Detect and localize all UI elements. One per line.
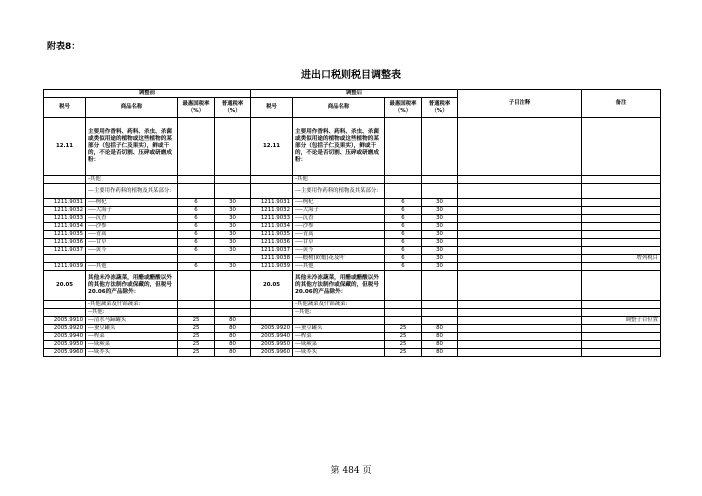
cell-a-code: 1211.9034: [251, 223, 293, 231]
cell-remark: 增列税目: [582, 255, 661, 263]
table-row: [44, 263, 661, 271]
cell-b-name: ---蚕豆罐头: [86, 325, 178, 333]
cell-a-mfn: [385, 309, 422, 317]
cell-b-name: ----黄芩: [86, 247, 178, 255]
cell-b-mfn: 25: [178, 349, 215, 357]
cell-a-name: -其他: [293, 176, 385, 184]
cell-a-code: 2005.9950: [251, 341, 293, 349]
cell-a-name: ---榨菜: [293, 333, 385, 341]
cell-remark: [582, 247, 661, 255]
cell-b-gen: 30: [215, 223, 251, 231]
cell-a-code: [251, 317, 293, 325]
cell-a-code: 1211.9038: [251, 255, 293, 263]
heading-code-after: 20.05: [251, 271, 293, 301]
cell-a-mfn: 6: [385, 247, 422, 255]
header-gen-after: 普通税率（%）: [422, 98, 458, 118]
header-gen-before: 普通税率（%）: [215, 98, 251, 118]
cell-b-code: 2005.9920: [44, 325, 86, 333]
cell-a-code: 1211.9033: [251, 215, 293, 223]
cell-note-sub: [458, 247, 582, 255]
header-name-after: 商品名称: [293, 98, 385, 118]
cell-b-code: 2005.9960: [44, 349, 86, 357]
cell-a-gen: 30: [422, 215, 458, 223]
heading-name-before: 其他未冷冻蔬菜，用醋或醋酸以外的其他方法制作或保藏的，但税号20.06的产品除外：: [86, 271, 178, 301]
cell-a-mfn: 6: [385, 263, 422, 271]
cell-b-code: 1211.9034: [44, 223, 86, 231]
page-number: 第 484 页: [330, 466, 372, 476]
cell-a-code: 2005.9920: [251, 325, 293, 333]
cell-a-name: ----椴树(欧椴)花及叶: [293, 255, 385, 263]
cell-a-name: --其他:: [293, 309, 385, 317]
table-row: [44, 231, 661, 239]
cell-a-name: ----沙参: [293, 223, 385, 231]
cell-a-name: ----青蒿: [293, 231, 385, 239]
cell-remark: [582, 263, 661, 271]
cell-b-gen: 30: [215, 207, 251, 215]
table-row: [44, 325, 661, 333]
cell-remark: [582, 239, 661, 247]
cell-note-sub: [458, 301, 582, 309]
cell-a-name: ----黄芩: [293, 247, 385, 255]
cell-b-code: 1211.9035: [44, 231, 86, 239]
cell-b-code: [44, 309, 86, 317]
cell-a-gen: 30: [422, 263, 458, 271]
cell-b-code: 1211.9037: [44, 247, 86, 255]
cell-b-mfn: 25: [178, 325, 215, 333]
cell-note-sub: [458, 239, 582, 247]
cell-remark: [582, 309, 661, 317]
cell-a-code: [251, 301, 293, 309]
cell-b-mfn: [178, 255, 215, 263]
cell-b-mfn: 25: [178, 317, 215, 325]
table-row: [44, 349, 661, 357]
cell-b-code: 1211.9033: [44, 215, 86, 223]
table-row: [44, 184, 661, 199]
cell-b-mfn: [178, 301, 215, 309]
cell-b-mfn: 6: [178, 239, 215, 247]
cell-a-gen: 30: [422, 247, 458, 255]
cell-b-code: 1211.9039: [44, 263, 86, 271]
cell-remark: [582, 333, 661, 341]
cell-a-mfn: [385, 301, 422, 309]
cell-a-mfn: [385, 184, 422, 199]
cell-a-gen: 80: [422, 349, 458, 357]
cell-a-name: ---主要用作药料的植物及其某部分:: [293, 184, 385, 199]
cell-b-gen: 80: [215, 325, 251, 333]
cell-a-code: [251, 309, 293, 317]
header-after: 调整后: [251, 90, 458, 98]
table-row: [44, 309, 661, 317]
cell-b-gen: [215, 176, 251, 184]
cell-b-name: [86, 255, 178, 263]
cell-b-gen: 80: [215, 333, 251, 341]
cell-note-sub: [458, 255, 582, 263]
appendix-label: 附表8：: [47, 42, 81, 52]
cell-note-sub: [458, 199, 582, 207]
table-row: [44, 176, 661, 184]
cell-a-name: ----大海子: [293, 207, 385, 215]
cell-b-code: [44, 255, 86, 263]
cell-remark: [582, 349, 661, 357]
heading-row-1211: [44, 118, 661, 176]
cell-b-mfn: 25: [178, 341, 215, 349]
cell-a-mfn: 25: [385, 341, 422, 349]
table-row: [44, 301, 661, 309]
cell-b-mfn: [178, 184, 215, 199]
cell-a-mfn: 6: [385, 231, 422, 239]
cell-b-mfn: 6: [178, 231, 215, 239]
cell-b-gen: 30: [215, 247, 251, 255]
cell-a-gen: 80: [422, 341, 458, 349]
cell-note-sub: [458, 215, 582, 223]
cell-a-mfn: [385, 176, 422, 184]
cell-remark: [582, 301, 661, 309]
cell-a-name: [293, 317, 385, 325]
cell-a-code: 2005.9960: [251, 349, 293, 357]
cell-b-name: ---榨菜: [86, 333, 178, 341]
cell-b-code: 1211.9036: [44, 239, 86, 247]
cell-a-gen: 80: [422, 325, 458, 333]
cell-a-name: ---咸荞头: [293, 349, 385, 357]
table-row: [44, 239, 661, 247]
heading-name-after: 主要用作香料、药料、杀虫、杀菌或类似用途的植物或这些植物的某部分（包括子仁及果实），鲜或干的，不论是否切割、压碎或研磨成粉：: [293, 118, 385, 176]
table-row: [44, 199, 661, 207]
cell-a-code: 1211.9039: [251, 263, 293, 271]
cell-a-name: ----枸杞: [293, 199, 385, 207]
table-row: [44, 333, 661, 341]
cell-a-gen: [422, 176, 458, 184]
cell-b-gen: 30: [215, 199, 251, 207]
table-row: [44, 255, 661, 263]
cell-a-gen: 30: [422, 199, 458, 207]
header-row-top: [44, 90, 661, 98]
cell-b-name: ---咸荞头: [86, 349, 178, 357]
cell-a-mfn: 6: [385, 207, 422, 215]
cell-note-sub: [458, 333, 582, 341]
cell-b-mfn: [178, 176, 215, 184]
cell-b-name: ----甘草: [86, 239, 178, 247]
cell-a-code: [251, 176, 293, 184]
table-row: [44, 207, 661, 215]
cell-b-mfn: 6: [178, 199, 215, 207]
cell-b-mfn: 6: [178, 263, 215, 271]
cell-a-gen: [422, 317, 458, 325]
heading-code-before: 12.11: [44, 118, 86, 176]
cell-b-code: 1211.9032: [44, 207, 86, 215]
table-row: [44, 223, 661, 231]
cell-a-name: ----沉香: [293, 215, 385, 223]
cell-a-gen: [422, 301, 458, 309]
table-row: [44, 317, 661, 325]
tariff-adjustment-table: [43, 89, 661, 357]
cell-b-code: [44, 301, 86, 309]
cell-remark: [582, 341, 661, 349]
cell-remark: [582, 176, 661, 184]
cell-b-mfn: 25: [178, 333, 215, 341]
cell-a-mfn: 25: [385, 333, 422, 341]
cell-b-gen: [215, 184, 251, 199]
cell-a-gen: 80: [422, 333, 458, 341]
header-note-sub: 子目注释: [458, 90, 582, 118]
cell-b-name: ----沉香: [86, 215, 178, 223]
cell-note-sub: [458, 184, 582, 199]
cell-note-sub: [458, 309, 582, 317]
heading-name-before: 主要用作香料、药料、杀虫、杀菌或类似用途的植物或这些植物的某部分（包括子仁及果实），鲜或干的，不论是否切割、压碎或研磨成粉：: [86, 118, 178, 176]
cell-remark: [582, 184, 661, 199]
cell-b-mfn: 6: [178, 207, 215, 215]
cell-b-mfn: 6: [178, 223, 215, 231]
table-row: [44, 215, 661, 223]
cell-remark: [582, 207, 661, 215]
heading-code-after: 12.11: [251, 118, 293, 176]
cell-b-name: ---主要用作药料的植物及其某部分:: [86, 184, 178, 199]
cell-note-sub: [458, 207, 582, 215]
cell-b-code: 2005.9910: [44, 317, 86, 325]
cell-note-sub: [458, 325, 582, 333]
cell-a-name: ---蚕豆罐头: [293, 325, 385, 333]
cell-b-name: ---咸蕨菜: [86, 341, 178, 349]
header-code-after: 税号: [251, 98, 293, 118]
cell-note-sub: [458, 317, 582, 325]
cell-b-gen: 30: [215, 215, 251, 223]
cell-a-code: 2005.9940: [251, 333, 293, 341]
cell-b-gen: 80: [215, 317, 251, 325]
cell-remark: 调整子目位置: [582, 317, 661, 325]
cell-note-sub: [458, 231, 582, 239]
cell-b-name: ---清水马蹄罐头: [86, 317, 178, 325]
cell-remark: [582, 325, 661, 333]
cell-a-name: ---咸蕨菜: [293, 341, 385, 349]
cell-a-mfn: 25: [385, 349, 422, 357]
cell-b-name: -其他蔬菜及什锦蔬菜:: [86, 301, 178, 309]
cell-a-gen: [422, 184, 458, 199]
table-row: [44, 247, 661, 255]
cell-b-mfn: 6: [178, 215, 215, 223]
cell-b-name: ----枸杞: [86, 199, 178, 207]
cell-b-gen: [215, 301, 251, 309]
cell-b-gen: 30: [215, 263, 251, 271]
cell-note-sub: [458, 176, 582, 184]
cell-a-mfn: 6: [385, 239, 422, 247]
cell-a-code: 1211.9032: [251, 207, 293, 215]
cell-a-code: 1211.9031: [251, 199, 293, 207]
cell-a-mfn: 6: [385, 255, 422, 263]
table-row: [44, 341, 661, 349]
header-mfn-after: 最惠国税率（%）: [385, 98, 422, 118]
cell-a-name: -其他蔬菜及什锦蔬菜:: [293, 301, 385, 309]
cell-b-gen: [215, 309, 251, 317]
cell-note-sub: [458, 349, 582, 357]
cell-a-mfn: [385, 317, 422, 325]
cell-b-gen: [215, 255, 251, 263]
cell-b-gen: 80: [215, 341, 251, 349]
cell-b-code: 2005.9950: [44, 341, 86, 349]
cell-remark: [582, 215, 661, 223]
cell-b-gen: 30: [215, 239, 251, 247]
cell-a-mfn: 25: [385, 325, 422, 333]
cell-a-mfn: 6: [385, 199, 422, 207]
cell-a-code: 1211.9037: [251, 247, 293, 255]
cell-b-mfn: 6: [178, 247, 215, 255]
cell-a-mfn: 6: [385, 215, 422, 223]
cell-note-sub: [458, 223, 582, 231]
cell-b-name: ----青蒿: [86, 231, 178, 239]
cell-a-gen: 30: [422, 223, 458, 231]
heading-name-after: 其他未冷冻蔬菜，用醋或醋酸以外的其他方法制作或保藏的，但税号20.06的产品除外：: [293, 271, 385, 301]
cell-a-mfn: 6: [385, 223, 422, 231]
cell-b-code: [44, 176, 86, 184]
cell-b-mfn: [178, 309, 215, 317]
header-mfn-before: 最惠国税率（%）: [178, 98, 215, 118]
cell-b-name: ----大海子: [86, 207, 178, 215]
cell-a-gen: [422, 309, 458, 317]
cell-b-name: -其他: [86, 176, 178, 184]
header-remark: 备注: [582, 90, 661, 118]
heading-row-2005: [44, 271, 661, 301]
cell-a-name: ----甘草: [293, 239, 385, 247]
cell-a-gen: 30: [422, 255, 458, 263]
cell-a-gen: 30: [422, 231, 458, 239]
cell-b-gen: 80: [215, 349, 251, 357]
cell-remark: [582, 231, 661, 239]
heading-code-before: 20.05: [44, 271, 86, 301]
page-title: 进出口税则税目调整表: [301, 70, 401, 81]
header-name-before: 商品名称: [86, 98, 178, 118]
cell-b-gen: 30: [215, 231, 251, 239]
cell-b-name: ----沙参: [86, 223, 178, 231]
cell-a-code: [251, 184, 293, 199]
cell-a-gen: 30: [422, 207, 458, 215]
header-before: 调整前: [44, 90, 251, 98]
cell-b-name: --其他:: [86, 309, 178, 317]
cell-b-code: 1211.9031: [44, 199, 86, 207]
cell-note-sub: [458, 263, 582, 271]
cell-b-code: [44, 184, 86, 199]
cell-a-gen: 30: [422, 239, 458, 247]
cell-a-code: 1211.9035: [251, 231, 293, 239]
cell-remark: [582, 223, 661, 231]
cell-remark: [582, 199, 661, 207]
cell-a-code: 1211.9036: [251, 239, 293, 247]
cell-a-name: ----其他: [293, 263, 385, 271]
cell-note-sub: [458, 341, 582, 349]
header-code-before: 税号: [44, 98, 86, 118]
cell-b-name: ----其他: [86, 263, 178, 271]
cell-b-code: 2005.9940: [44, 333, 86, 341]
